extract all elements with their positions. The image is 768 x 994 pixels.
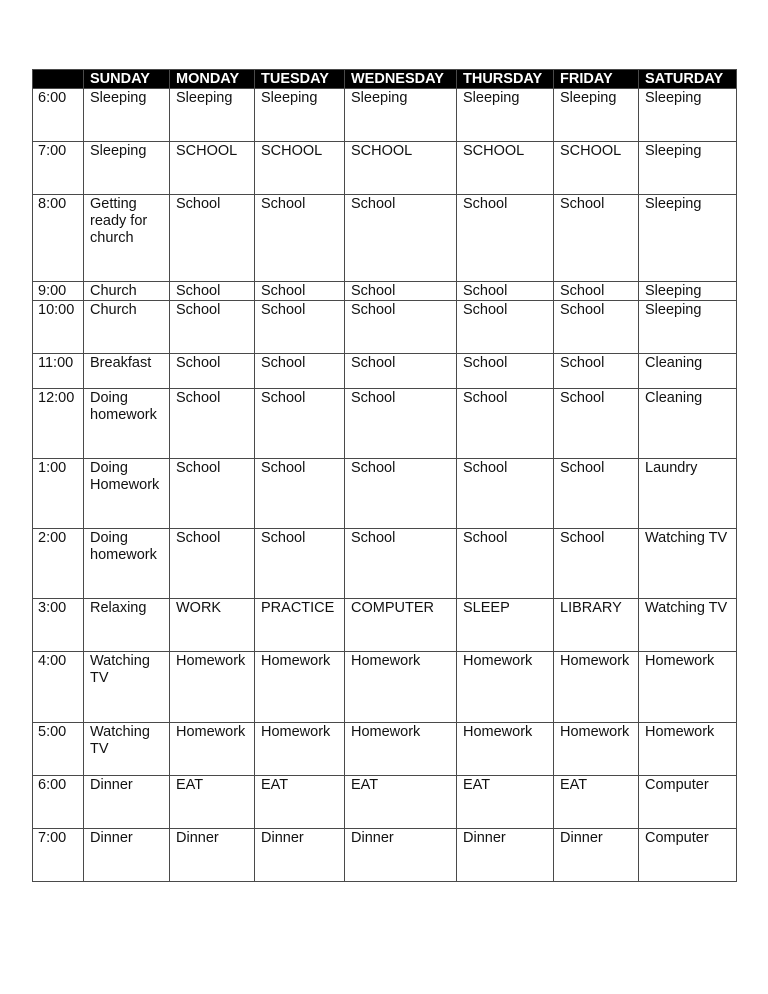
activity-cell: Dinner [345, 829, 457, 882]
table-row [33, 652, 737, 723]
activity-cell: Homework [345, 723, 457, 776]
activity-cell: COMPUTER [345, 599, 457, 652]
time-cell: 8:00 [33, 195, 84, 282]
table-row [33, 599, 737, 652]
activity-cell: Homework [457, 723, 554, 776]
activity-cell: Watching TV [639, 599, 737, 652]
table-row [33, 142, 737, 195]
activity-cell: School [457, 389, 554, 459]
activity-cell: School [345, 354, 457, 389]
header-row [33, 70, 737, 89]
activity-cell: PRACTICE [255, 599, 345, 652]
time-cell: 10:00 [33, 301, 84, 354]
time-cell: 7:00 [33, 142, 84, 195]
activity-cell: SCHOOL [255, 142, 345, 195]
activity-cell: Doing Homework [84, 459, 170, 529]
activity-cell: Watching TV [84, 652, 170, 723]
header-cell-wednesday: WEDNESDAY [345, 70, 457, 89]
header-cell-friday: FRIDAY [554, 70, 639, 89]
time-cell: 6:00 [33, 776, 84, 829]
time-cell: 4:00 [33, 652, 84, 723]
activity-cell: School [170, 301, 255, 354]
activity-cell: School [345, 459, 457, 529]
activity-cell: School [457, 282, 554, 301]
table-row [33, 89, 737, 142]
weekly-schedule-table [32, 69, 737, 882]
activity-cell: Homework [554, 652, 639, 723]
activity-cell: Sleeping [639, 301, 737, 354]
activity-cell: EAT [345, 776, 457, 829]
activity-cell: Church [84, 301, 170, 354]
time-cell: 11:00 [33, 354, 84, 389]
activity-cell: Dinner [457, 829, 554, 882]
activity-cell: School [255, 529, 345, 599]
activity-cell: School [255, 195, 345, 282]
activity-cell: School [554, 389, 639, 459]
activity-cell: Homework [345, 652, 457, 723]
activity-cell: LIBRARY [554, 599, 639, 652]
activity-cell: School [345, 389, 457, 459]
activity-cell: Laundry [639, 459, 737, 529]
activity-cell: Relaxing [84, 599, 170, 652]
activity-cell: SCHOOL [345, 142, 457, 195]
activity-cell: EAT [554, 776, 639, 829]
activity-cell: Dinner [554, 829, 639, 882]
time-cell: 5:00 [33, 723, 84, 776]
activity-cell: Homework [255, 723, 345, 776]
activity-cell: School [255, 389, 345, 459]
activity-cell: School [554, 282, 639, 301]
activity-cell: Sleeping [84, 89, 170, 142]
activity-cell: SCHOOL [170, 142, 255, 195]
activity-cell: Homework [255, 652, 345, 723]
header-cell-monday: MONDAY [170, 70, 255, 89]
time-cell: 12:00 [33, 389, 84, 459]
activity-cell: Computer [639, 776, 737, 829]
activity-cell: SLEEP [457, 599, 554, 652]
activity-cell: School [255, 354, 345, 389]
activity-cell: School [554, 301, 639, 354]
time-cell: 3:00 [33, 599, 84, 652]
activity-cell: School [170, 354, 255, 389]
header-cell-sunday: SUNDAY [84, 70, 170, 89]
activity-cell: Homework [639, 723, 737, 776]
activity-cell: Cleaning [639, 389, 737, 459]
table-row [33, 389, 737, 459]
time-cell: 9:00 [33, 282, 84, 301]
header-cell-saturday: SATURDAY [639, 70, 737, 89]
activity-cell: Sleeping [639, 195, 737, 282]
time-cell: 2:00 [33, 529, 84, 599]
activity-cell: School [457, 529, 554, 599]
activity-cell: School [554, 459, 639, 529]
table-row [33, 829, 737, 882]
activity-cell: Church [84, 282, 170, 301]
activity-cell: School [457, 354, 554, 389]
time-cell: 7:00 [33, 829, 84, 882]
table-row [33, 529, 737, 599]
activity-cell: Sleeping [639, 89, 737, 142]
activity-cell: Computer [639, 829, 737, 882]
activity-cell: School [170, 529, 255, 599]
activity-cell: School [170, 282, 255, 301]
activity-cell: Homework [554, 723, 639, 776]
activity-cell: Dinner [84, 829, 170, 882]
activity-cell: School [457, 459, 554, 529]
activity-cell: Sleeping [457, 89, 554, 142]
activity-cell: EAT [457, 776, 554, 829]
activity-cell: School [345, 282, 457, 301]
activity-cell: Dinner [170, 829, 255, 882]
activity-cell: Getting ready for church [84, 195, 170, 282]
activity-cell: School [554, 529, 639, 599]
activity-cell: Sleeping [170, 89, 255, 142]
activity-cell: Homework [457, 652, 554, 723]
activity-cell: Breakfast [84, 354, 170, 389]
activity-cell: Doing homework [84, 389, 170, 459]
header-cell-tuesday: TUESDAY [255, 70, 345, 89]
activity-cell: School [457, 301, 554, 354]
activity-cell: Homework [170, 652, 255, 723]
activity-cell: School [170, 195, 255, 282]
activity-cell: Sleeping [84, 142, 170, 195]
activity-cell: SCHOOL [554, 142, 639, 195]
table-row [33, 195, 737, 282]
activity-cell: Dinner [84, 776, 170, 829]
table-row [33, 723, 737, 776]
activity-cell: Sleeping [554, 89, 639, 142]
table-row [33, 301, 737, 354]
table-row [33, 776, 737, 829]
activity-cell: Homework [170, 723, 255, 776]
activity-cell: School [170, 459, 255, 529]
activity-cell: Sleeping [639, 142, 737, 195]
activity-cell: WORK [170, 599, 255, 652]
activity-cell: Cleaning [639, 354, 737, 389]
activity-cell: Watching TV [639, 529, 737, 599]
activity-cell: School [255, 459, 345, 529]
activity-cell: EAT [170, 776, 255, 829]
activity-cell: School [345, 195, 457, 282]
time-cell: 1:00 [33, 459, 84, 529]
activity-cell: School [345, 529, 457, 599]
activity-cell: EAT [255, 776, 345, 829]
table-row [33, 282, 737, 301]
time-cell: 6:00 [33, 89, 84, 142]
activity-cell: Sleeping [639, 282, 737, 301]
activity-cell: School [554, 354, 639, 389]
activity-cell: SCHOOL [457, 142, 554, 195]
activity-cell: Sleeping [345, 89, 457, 142]
activity-cell: School [345, 301, 457, 354]
header-cell-corner [33, 70, 84, 89]
activity-cell: Dinner [255, 829, 345, 882]
activity-cell: Doing homework [84, 529, 170, 599]
activity-cell: School [255, 301, 345, 354]
activity-cell: School [554, 195, 639, 282]
activity-cell: Sleeping [255, 89, 345, 142]
table-row [33, 459, 737, 529]
activity-cell: School [255, 282, 345, 301]
header-cell-thursday: THURSDAY [457, 70, 554, 89]
activity-cell: Homework [639, 652, 737, 723]
activity-cell: Watching TV [84, 723, 170, 776]
table-row [33, 354, 737, 389]
activity-cell: School [457, 195, 554, 282]
activity-cell: School [170, 389, 255, 459]
